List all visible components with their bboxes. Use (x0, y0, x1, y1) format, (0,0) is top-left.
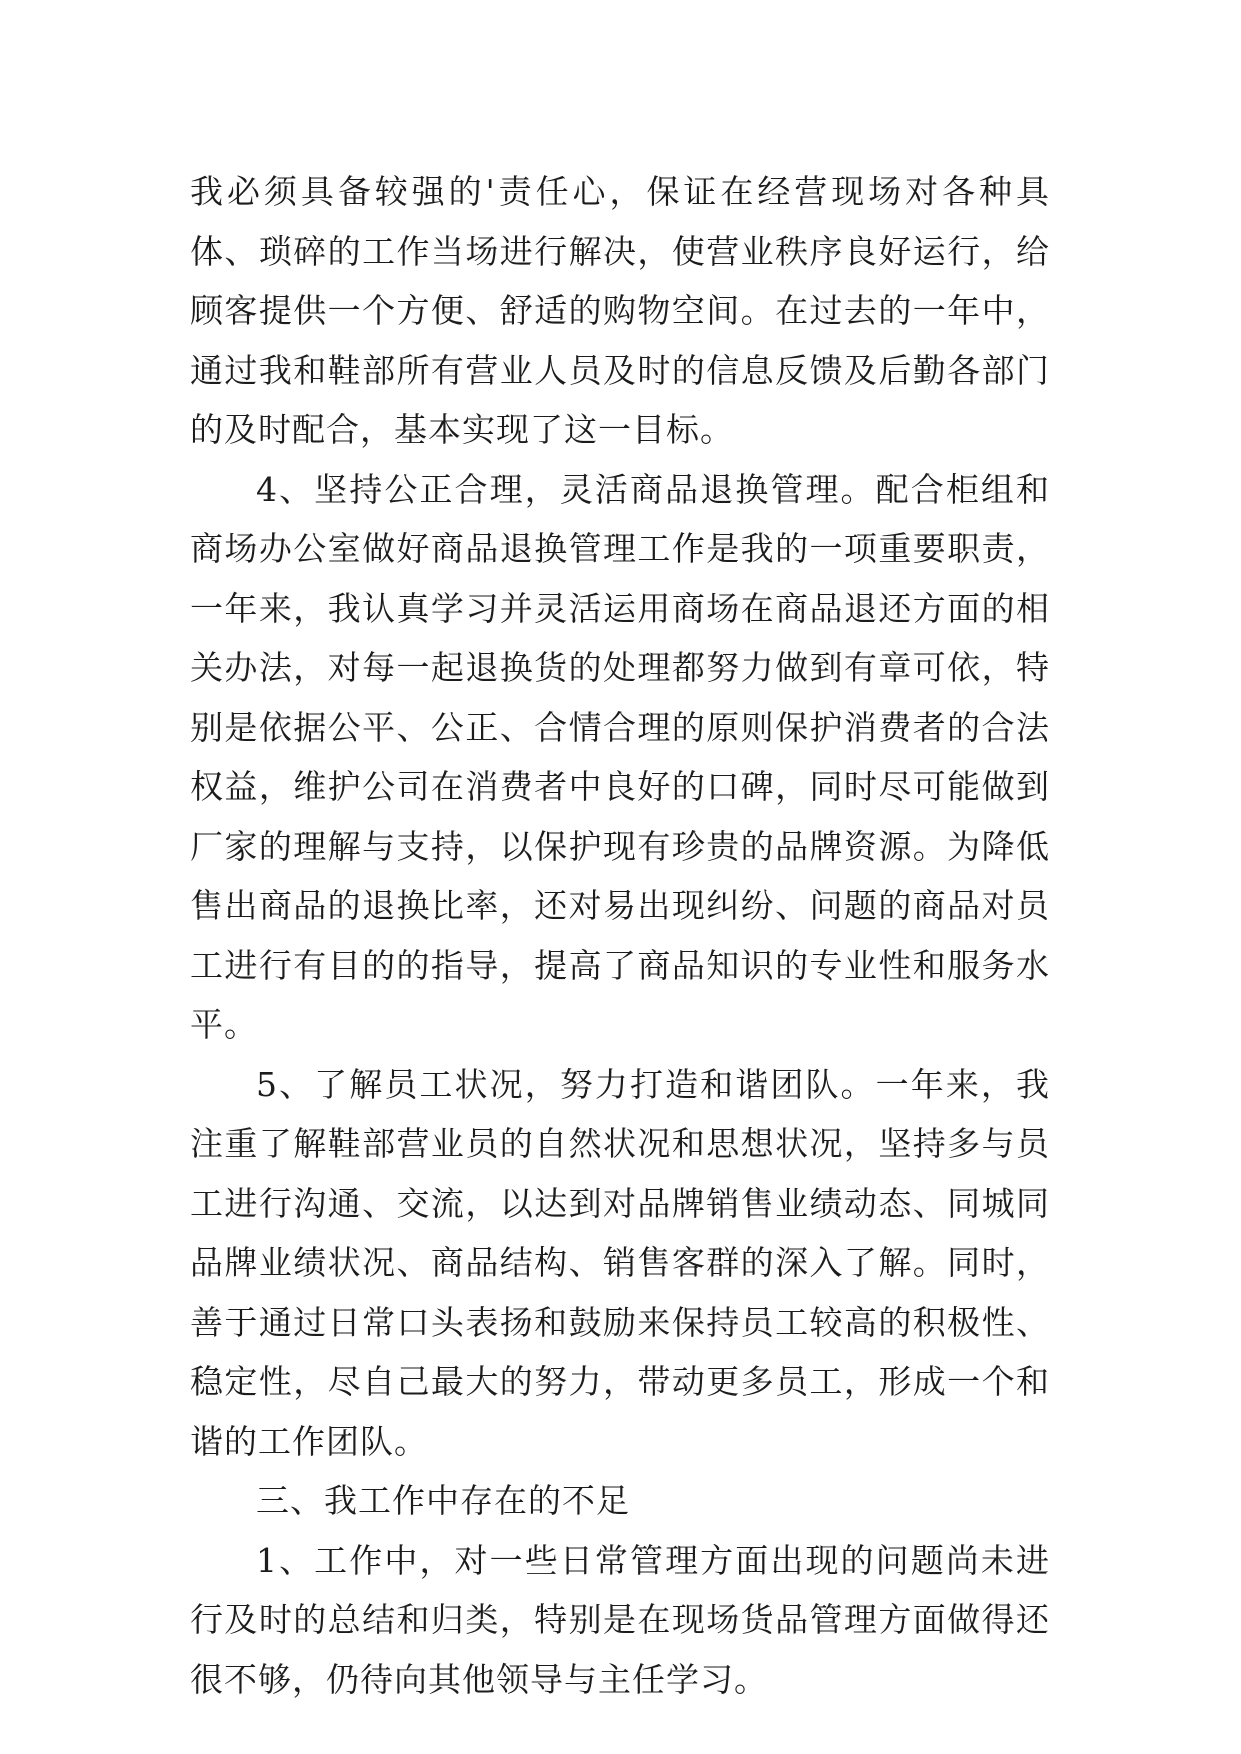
paragraph-item-4-returns-management: 4、坚持公正合理，灵活商品退换管理。配合柜组和商场办公室做好商品退换管理工作是我的一项重要职责，一年来，我认真学习并灵活运用商场在商品退还方面的相关办法，对每一起退换货的处理都努力做到有章可依，特别是依据公平、公正、合情合理的原则保护消费者的合法权益，维护公司在消费者中良好的口碑，同时尽可能做到厂家的理解与支持，以保护现有珍贵的品牌资源。为降低售出商品的退换比率，还对易出现纠纷、问题的商品对员工进行有目的的指导，提高了商品知识的专业性和服务水平。 (190, 469, 1050, 1044)
document-body (190, 162, 1050, 1709)
paragraph-continuation: 我必须具备较强的'责任心，保证在经营现场对各种具体、琐碎的工作当场进行解决，使营业秩序良好运行，给顾客提供一个方便、舒适的购物空间。在过去的一年中，通过我和鞋部所有营业人员及时的信息反馈及后勤各部门的及时配合，基本实现了这一目标。 (190, 172, 1050, 449)
paragraph-shortcoming-1: 1、工作中，对一些日常管理方面出现的问题尚未进行及时的总结和归类，特别是在现场货品管理方面做得还很不够，仍待向其他领导与主任学习。 (190, 1540, 1050, 1699)
section-heading-shortcomings: 三、我工作中存在的不足 (256, 1481, 630, 1520)
paragraph-item-5-team-building: 5、了解员工状况，努力打造和谐团队。一年来，我注重了解鞋部营业员的自然状况和思想状况，坚持多与员工进行沟通、交流，以达到对品牌销售业绩动态、同城同品牌业绩状况、商品结构、销售客群的深入了解。同时，善于通过日常口头表扬和鼓励来保持员工较高的积极性、稳定性，尽自己最大的努力，带动更多员工，形成一个和谐的工作团队。 (190, 1064, 1050, 1461)
